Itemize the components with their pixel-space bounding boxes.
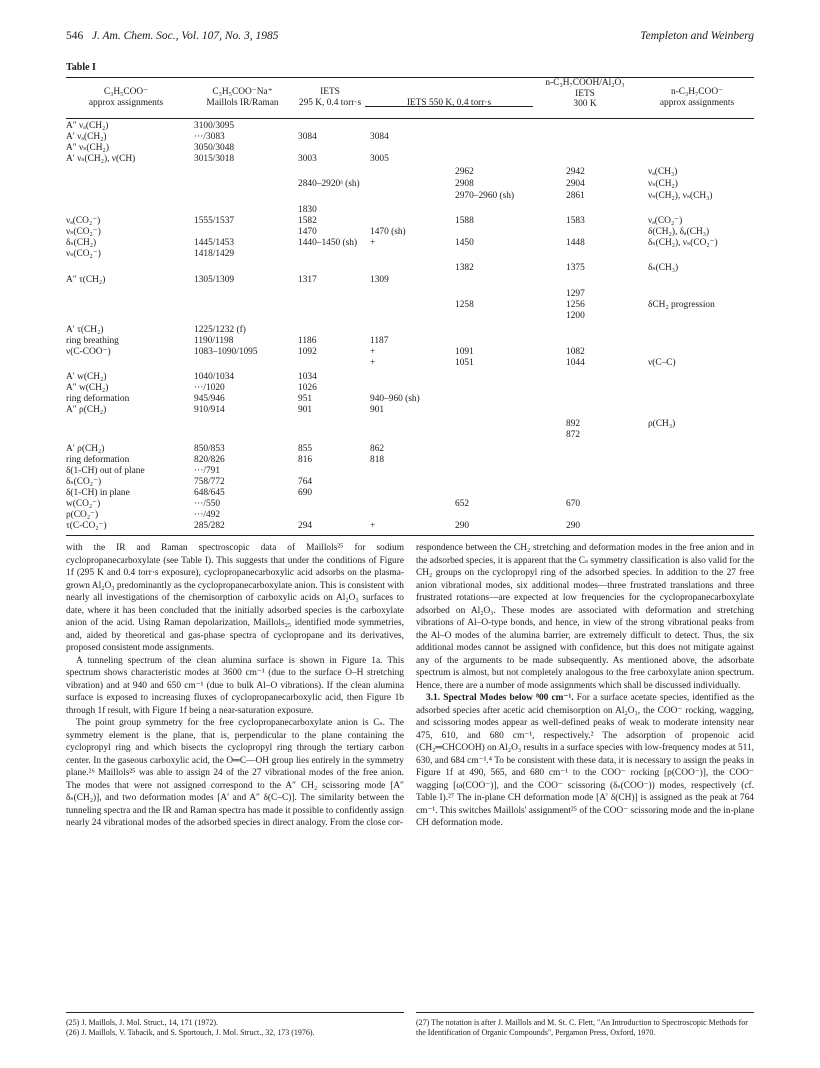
table-cell-c1: δ(1-CH) in plane xyxy=(66,488,130,498)
table-cell-c5: 1091 xyxy=(455,347,474,357)
table-cell-c6: 1297 xyxy=(566,289,585,299)
header-col6-line1: n-C₃H₇COOH/Al₂O₃ xyxy=(545,78,625,88)
table-cell-c5: 652 xyxy=(455,499,470,509)
table-cell-c3: 1026 xyxy=(298,383,317,393)
table-cell-c4: 1309 xyxy=(370,275,389,285)
table-cell-c1: A″ νₐ(CH₂) xyxy=(66,121,109,131)
table-cell-c6: 290 xyxy=(566,521,581,531)
table-cell-c1: A′ νₐ(CH₂) xyxy=(66,132,107,142)
table-cell-c3: 1317 xyxy=(298,275,317,285)
header-col1-line1: C₃H₅COO⁻ xyxy=(103,87,149,97)
table-cell-c6: 2904 xyxy=(566,179,585,189)
table-cell-c4: + xyxy=(370,521,376,531)
header-col2 xyxy=(190,87,295,108)
table-cell-c3: 816 xyxy=(298,455,313,465)
table-cell-c4: 3005 xyxy=(370,154,389,164)
table-cell-c4: + xyxy=(370,238,376,248)
table-cell-c1: A′ τ(CH₂) xyxy=(66,325,104,335)
table-cell-c1: A′ w(CH₂) xyxy=(66,372,107,382)
table-cell-c3: 901 xyxy=(298,405,313,415)
table-cell-c7: ν(C–C) xyxy=(648,358,676,368)
table-cell-c1: τ(C-CO₂⁻) xyxy=(66,521,107,531)
table-cell-c7: δ(CH₂), δₐ(CH₃) xyxy=(648,227,710,237)
table-cell-c2: 1083–1090/1095 xyxy=(194,347,258,357)
table-cell-c3: 294 xyxy=(298,521,313,531)
table-cell-c6: 1583 xyxy=(566,216,585,226)
table-cell-c4: + xyxy=(370,358,376,368)
table-cell-c7: δₛ(CH₃) xyxy=(648,263,679,273)
table-cell-c3: 1582 xyxy=(298,216,317,226)
header-col6-line2: IETS xyxy=(575,88,595,99)
table-cell-c3: 1034 xyxy=(298,372,317,382)
table-cell-c4: 862 xyxy=(370,444,385,454)
section-text: For a surface acetate species, identified as the adsorbed species after acetic acid chemisorption on Al₂O₃, the COO⁻ rocking, wagging, and scissoring modes appear as well-defined peaks of weak to moderate intensity near 475, 610, and 680 cm⁻¹, respectively.² The adsorption of propenoic acid (CH₂═CHCOOH) on Al₂O₃ results in a surface species with low-frequency modes at 511, 630, and 684 cm⁻¹.⁴ To be consistent with these data, it is necessary to assign the peaks in Figure 1f at 490, 565, and 680 cm⁻¹ to the COO⁻ rocking [ρ(COO⁻)], the COO⁻ wagging [ω(COO⁻)], and the COO⁻ scissoring (δₛ(COO⁻)) modes, respectively (cf. Table I).²⁷ The in-plane CH deformation mode [A′ δ(CH)] is assigned as the peak at 764 cm⁻¹. This switches Maillols' assignment²⁵ of the COO⁻ scissoring mode and the in-plane CH deformation mode. xyxy=(416,693,754,828)
table-cell-c1: ν(C-COO⁻) xyxy=(66,347,111,357)
table-cell-c1: A″ w(CH₂) xyxy=(66,383,109,393)
table-cell-c4: 1470 (sh) xyxy=(370,227,406,237)
table-cell-c2: 3015/3018 xyxy=(194,154,235,164)
table-cell-c3: 1092 xyxy=(298,347,317,357)
table-header-rule xyxy=(66,118,754,119)
header-col6-line3: 300 K xyxy=(573,99,597,109)
table-cell-c5: 1588 xyxy=(455,216,474,226)
body-paragraph: The point group symmetry for the free cyclopropanecarboxylate anion is Cₛ. The symmetry element is the plane, that is, perpendicular to the plane containing the cyclopropyl ring and which bisects the cyclopropyl ring through the tertiary carbon center. In the gaseous carboxylic acid, the O═C—OH group lies entirely in the symmetry plane.²⁶ Maillols²⁵ was able to assign 24 of the 27 vibrational modes of the free anion. The modes that were not assigned correspond to the A″ CH₂ scissoring mode [A″ δₛ(CH₂)], and two deformation modes [A′ and A″ δ(C–C)]. The similarity between the tunneling spectra and the IR and Raman spectra has made it possible to confidently assign nearly 24 vibrational modes of the adsorbed species in direct analogy. From the close cor- xyxy=(66,718,404,828)
table-cell-c1: A′ ρ(CH₂) xyxy=(66,444,105,454)
body-paragraph: A tunneling spectrum of the clean alumina surface is shown in Figure 1a. This spectrum shows characteristic modes at 3600 cm⁻¹ (due to the surface O–H stretching vibration) and at 940 and 650 cm⁻¹ (due to bulk Al–O vibrations). If the clean alumina surface is exposed to increasing fluxes of cyclopropanecarboxylic acid, then Figure 1b through 1f result, with Figure 1f being a near-saturation exposure. xyxy=(66,655,404,716)
table-cell-c3: 764 xyxy=(298,477,313,487)
table-cell-c2: ···/550 xyxy=(194,499,221,509)
table-top-rule xyxy=(66,77,754,78)
table-cell-c1: ring deformation xyxy=(66,455,130,465)
header-col2-line2: Maillols IR/Raman xyxy=(206,97,279,108)
body-paragraph: respondence between the CH₂ stretching and deformation modes in the free anion and in the adsorbed species, it is apparent that the Cₛ symmetry classification is also valid for the CH₂ groups on the cyclopropyl ring of the adsorbed species. In addition to the 27 free anion vibrational modes, six additional modes—three frustrated translations and three frustrated rotations—are expected at low frequencies for the cyclopropanecarboxylate adsorbed on Al₂O₃. These modes are associated with deformation and stretching vibrations of Al–O-type bonds, and hence, in view of the strong vibrational peaks from the Al–O modes of the alumina barrier, are extremely difficult to detect. Thus, the six additional modes cannot be assigned with confidence, but this does not mitigate against any of the arguments to be made subsequently. As mentioned above, the adsorbate spectrum is almost, but not completely analogous to the free carboxylate anion spectrum. Hence, there are a number of mode assignments which shall be discussed individually. xyxy=(416,543,754,691)
table-cell-c1: ring breathing xyxy=(66,336,119,346)
table-cell-c2: 285/282 xyxy=(194,521,225,531)
footnote-27: (27) The notation is after J. Maillols and M. St. C. Flett, "An Introduction to Spectroscopic Methods for the Identification of Organic Compounds", Pergamon Press, Oxford, 1970. xyxy=(416,1018,748,1037)
footnote-rule-right xyxy=(416,1012,754,1013)
table-cell-c6: 1082 xyxy=(566,347,585,357)
header-col1-line2: approx assignments xyxy=(88,97,164,108)
table-cell-c5: 2908 xyxy=(455,179,474,189)
table-cell-c2: ···/791 xyxy=(194,466,221,476)
table-cell-c4: 3084 xyxy=(370,132,389,142)
table-bottom-rule xyxy=(66,535,754,536)
table-cell-c7: δCH₂ progression xyxy=(648,300,715,310)
table-cell-c1: νₛ(CO₂⁻) xyxy=(66,227,101,237)
journal-citation: J. Am. Chem. Soc., Vol. 107, No. 3, 1985 xyxy=(91,30,279,42)
table-cell-c6: 1375 xyxy=(566,263,585,273)
table-cell-c5: 290 xyxy=(455,521,470,531)
table-cell-c2: 850/853 xyxy=(194,444,225,454)
header-col4 xyxy=(365,98,533,109)
table-cell-c2: 1040/1034 xyxy=(194,372,235,382)
table-cell-c5: 1258 xyxy=(455,300,474,310)
table-title: Table I xyxy=(66,62,96,73)
table-cell-c2: 648/645 xyxy=(194,488,225,498)
header-col7-line1: n-C₃H₇COO⁻ xyxy=(670,87,724,97)
table-cell-c7: νₛ(CH₂) xyxy=(648,179,678,189)
header-col3 xyxy=(290,87,370,108)
table-cell-c1: A′ νₛ(CH₂), ν(CH) xyxy=(66,154,136,164)
table-cell-c1: A″ τ(CH₂) xyxy=(66,275,106,285)
table-cell-c1: νₛ(CO₂⁻) xyxy=(66,249,101,259)
table-cell-c3: 1830 xyxy=(298,205,317,215)
footnotes-right xyxy=(416,1018,754,1037)
table-cell-c7: ρ(CH₃) xyxy=(648,419,676,429)
table-cell-c1: δₛ(CO₂⁻) xyxy=(66,477,102,487)
table-cell-c6: 1256 xyxy=(566,300,585,310)
table-cell-c7: δₛ(CH₂), νₛ(CO₂⁻) xyxy=(648,238,718,248)
table-cell-c6: 1448 xyxy=(566,238,585,248)
table-cell-c3: 1186 xyxy=(298,336,317,346)
table-cell-c2: 1418/1429 xyxy=(194,249,235,259)
header-col3-line1: IETS xyxy=(320,87,340,97)
table-cell-c3: 855 xyxy=(298,444,313,454)
table-cell-c2: ···/1020 xyxy=(194,383,225,393)
table-cell-c2: 1190/1198 xyxy=(194,336,234,346)
table-cell-c5: 1382 xyxy=(455,263,474,273)
table-cell-c4: 818 xyxy=(370,455,385,465)
footnotes-left xyxy=(66,1018,404,1037)
body-left-column xyxy=(66,542,404,830)
table-cell-c7: νₛ(CH₂), νₛ(CH₃) xyxy=(648,191,713,201)
table-cell-c1: A″ ρ(CH₂) xyxy=(66,405,107,415)
body-paragraph: with the IR and Raman spectroscopic data of Maillols²⁵ for sodium cyclopropanecarboxylate (see Table I). This suggests that under the conditions of Figure 1f (295 K and 0.4 torr·s exposure), cyclopropanecarboxylic acid adsorbs on the plasma-grown Al₂O₃ predominantly as the cyclopropanecarboxylate anion. This is consistent with nearly all investigations of the chemisorption of carboxylic acids on Al₂O₃ surfaces to date, where it has been concluded that the initially adsorbed species is the carboxylate anion of the acid. Using Raman depolarization, Maillols₂₅ identified mode symmetries, and, aided by theoretical and gas-phase spectra of cyclopropane and its derivatives, proposed consistent mode assignments. xyxy=(66,543,404,653)
table-cell-c6: 2861 xyxy=(566,191,585,201)
section-paragraph xyxy=(416,692,754,830)
table-cell-c4: + xyxy=(370,347,376,357)
table-cell-c6: 1044 xyxy=(566,358,585,368)
footnote-rule-left xyxy=(66,1012,404,1013)
table-cell-c2: 910/914 xyxy=(194,405,225,415)
table-cell-c5: 1051 xyxy=(455,358,474,368)
body-right-column xyxy=(416,542,754,830)
header-col1 xyxy=(66,87,186,108)
table-cell-c1: δ(1-CH) out of plane xyxy=(66,466,145,476)
table-cell-c2: 3050/3048 xyxy=(194,143,235,153)
header-col6 xyxy=(535,78,635,110)
table-cell-c1: νₐ(CO₂⁻) xyxy=(66,216,101,226)
table-cell-c1: w(CO₂⁻) xyxy=(66,499,101,509)
table-cell-c2: ···/492 xyxy=(194,510,221,520)
table-cell-c2: 758/772 xyxy=(194,477,225,487)
table-cell-c3: 1440–1450 (sh) xyxy=(298,238,358,248)
table-cell-c2: ···/3083 xyxy=(194,132,225,142)
table-cell-c2: 1305/1309 xyxy=(194,275,235,285)
table-cell-c3: 3084 xyxy=(298,132,317,142)
table-cell-c6: 2942 xyxy=(566,167,585,177)
table-cell-c1: ρ(CO₂⁻) xyxy=(66,510,99,520)
table-cell-c5: 2962 xyxy=(455,167,474,177)
table-cell-c4: 940–960 (sh) xyxy=(370,394,420,404)
table-cell-c2: 1555/1537 xyxy=(194,216,235,226)
table-cell-c5: 2970–2960 (sh) xyxy=(455,191,515,201)
authors: Templeton and Weinberg xyxy=(640,30,754,42)
header-col3-line2: 295 K, 0.4 torr·s xyxy=(298,97,362,108)
table-cell-c3: 2840–2920ᵃ (sh) xyxy=(298,179,360,189)
table-cell-c3: 951 xyxy=(298,394,313,404)
table-cell-c6: 892 xyxy=(566,419,581,429)
running-head xyxy=(66,30,754,46)
table-cell-c3: 3003 xyxy=(298,154,317,164)
table-cell-c7: νₐ(CO₂⁻) xyxy=(648,216,683,226)
table-cell-c7: νₐ(CH₃) xyxy=(648,167,678,177)
header-col2-line1: C₃H₅COO⁻Na⁺ xyxy=(212,87,273,97)
header-col7-line2: approx assignments xyxy=(659,97,735,108)
header-col7 xyxy=(640,87,754,108)
section-heading: 3.1. Spectral Modes below ⁸00 cm⁻¹. xyxy=(426,693,574,703)
table-cell-c2: 1445/1453 xyxy=(194,238,235,248)
table-cell-c1: ring deformation xyxy=(66,394,130,404)
footnote-25: (25) J. Maillols, J. Mol. Struct., 14, 171 (1972). xyxy=(66,1018,218,1027)
table-cell-c6: 872 xyxy=(566,430,581,440)
table-cell-c6: 1200 xyxy=(566,311,585,321)
table-cell-c6: 670 xyxy=(566,499,581,509)
table-cell-c2: 820/826 xyxy=(194,455,225,465)
table-cell-c3: 690 xyxy=(298,488,313,498)
footnote-26: (26) J. Maillols, V. Tabacik, and S. Sportouch, J. Mol. Struct., 32, 173 (1976). xyxy=(66,1027,315,1037)
table-cell-c1: A″ νₛ(CH₂) xyxy=(66,143,109,153)
table-cell-c4: 901 xyxy=(370,405,385,415)
table-cell-c2: 1225/1232 (f) xyxy=(194,325,246,335)
table-cell-c4: 1187 xyxy=(370,336,389,346)
page-number: 546 xyxy=(66,30,84,42)
table-cell-c5: 1450 xyxy=(455,238,474,248)
table-cell-c1: δₛ(CH₂) xyxy=(66,238,97,248)
header-col4-line1: IETS 550 K, 0.4 torr·s xyxy=(406,98,492,108)
table-cell-c2: 3100/3095 xyxy=(194,121,235,131)
table-cell-c2: 945/946 xyxy=(194,394,225,404)
table-cell-c3: 1470 xyxy=(298,227,317,237)
